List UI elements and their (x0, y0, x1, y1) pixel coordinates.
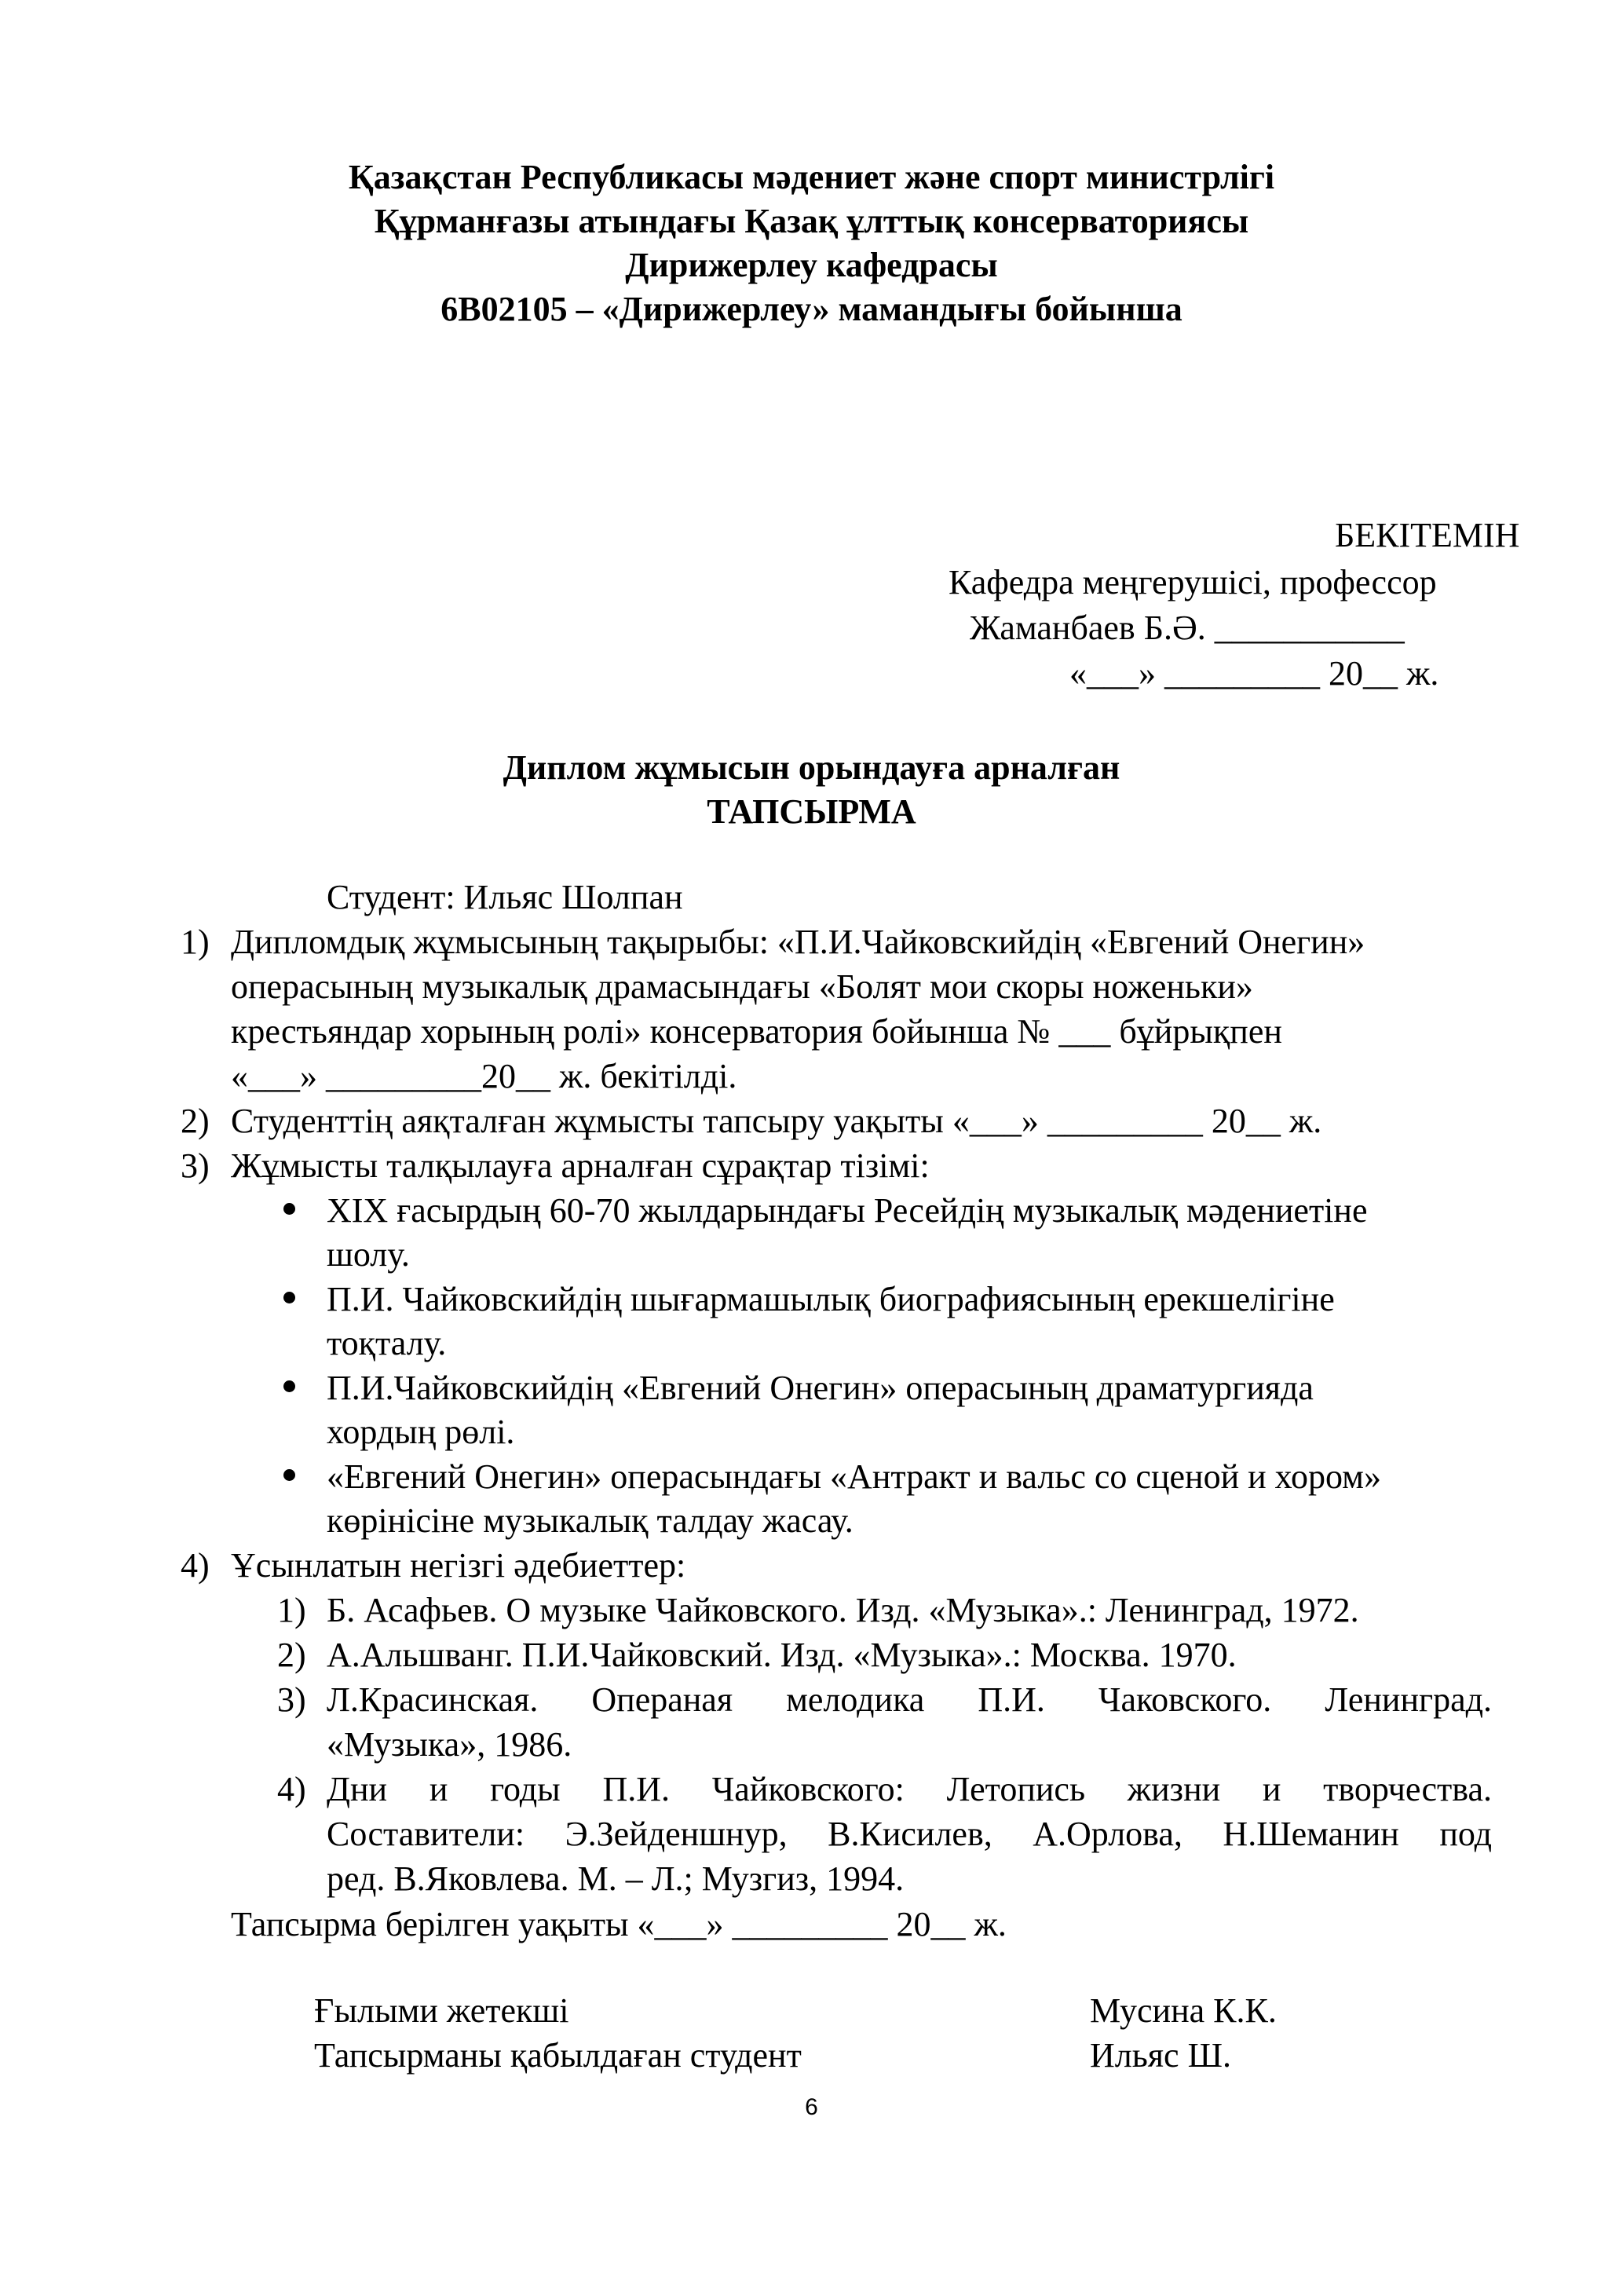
doc-title-line2: ТАПСЫРМА (707, 792, 916, 831)
question-line: шолу. (327, 1235, 410, 1274)
literature-line: Составители: Э.Зейденшнур, В.Кисилев, А.Орлова, Н.Шеманин под (327, 1815, 1492, 1853)
approval-position: Кафедра меңгерушісі, профессор (949, 563, 1437, 601)
item-line: Жұмысты талқылауға арналған сұрақтар тізімі: (231, 1146, 930, 1185)
supervisor-name: Мусина К.К. (1090, 1991, 1277, 2030)
item-line: Дипломдық жұмысының тақырыбы: «П.И.Чайковскийдің «Евгений Онегин» (231, 923, 1365, 961)
bullet-icon (283, 1469, 295, 1481)
item-number: 1) (181, 923, 210, 961)
specialty-line: 6В02105 – «Дирижерлеу» мамандығы бойынша (440, 290, 1183, 328)
literature-number: 3) (277, 1680, 306, 1719)
item-line: Ұсынлатын негізгі әдебиеттер: (231, 1546, 686, 1585)
question-line: П.И. Чайковскийдің шығармашылық биографиясының ерекшелігіне (327, 1280, 1335, 1318)
item-line: «___» _________20__ ж. бекітілді. (231, 1057, 737, 1095)
conservatory-line: Құрманғазы атындағы Қазақ ұлттық консерваториясы (374, 202, 1249, 240)
page-number: 6 (805, 2094, 818, 2120)
question-line: «Евгений Онегин» операсындағы «Антракт и вальс со сценой и хором» (327, 1457, 1382, 1496)
ministry-line: Қазақстан Республикасы мәдениет және спорт министрлігі (348, 158, 1275, 196)
item-number: 3) (181, 1146, 210, 1185)
item-number: 2) (181, 1102, 210, 1140)
literature-line: ред. В.Яковлева. М. – Л.; Музгиз, 1994. (327, 1859, 905, 1898)
literature-line: А.Альшванг. П.И.Чайковский. Изд. «Музыка».: Москва. 1970. (327, 1636, 1237, 1674)
literature-line: Л.Красинская. Операная мелодика П.И. Чаковского. Ленинград. (327, 1680, 1492, 1719)
question-line: хордың рөлі. (327, 1413, 515, 1451)
approval-name: Жаманбаев Б.Ә. ___________ (970, 609, 1405, 647)
item-number: 4) (181, 1546, 210, 1585)
question-line: тоқталу. (327, 1324, 447, 1362)
item-line: крестьяндар хорының ролі» консерватория бойынша № ___ бұйрықпен (231, 1012, 1282, 1051)
literature-line: Б. Асафьев. О музыке Чайковского. Изд. «Музыка».: Ленинград, 1972. (327, 1591, 1359, 1629)
bullet-icon (283, 1380, 295, 1392)
question-line: XIX ғасырдың 60-70 жылдарындағы Ресейдің музыкалық мәдениетіне (327, 1191, 1368, 1230)
bullet-icon (283, 1292, 295, 1303)
bullet-icon (283, 1203, 295, 1215)
literature-number: 4) (277, 1770, 306, 1808)
issue-date-line: Тапсырма берілген уақыты «___» _________ 20__ ж. (231, 1905, 1007, 1943)
approval-title: БЕКІТЕМІН (1335, 516, 1520, 554)
item-line: операсының музыкалық драмасындағы «Болят мои скоры ноженьки» (231, 967, 1253, 1006)
literature-number: 2) (277, 1636, 306, 1674)
approval-date: «___» _________ 20__ ж. (1069, 654, 1439, 693)
student-role: Тапсырманы қабылдаған студент (314, 2036, 802, 2075)
literature-line: «Музыка», 1986. (327, 1725, 572, 1764)
literature-number: 1) (277, 1591, 306, 1629)
literature-line: Дни и годы П.И. Чайковского: Летопись жизни и творчества. (327, 1770, 1492, 1808)
student-name: Ильяс Ш. (1090, 2036, 1231, 2075)
doc-title-line1: Диплом жұмысын орындауға арналған (503, 748, 1120, 787)
supervisor-role: Ғылыми жетекші (314, 1991, 569, 2030)
question-line: көрінісіне музыкалық талдау жасау. (327, 1501, 854, 1540)
question-line: П.И.Чайковскийдің «Евгений Онегин» операсының драматургияда (327, 1369, 1314, 1407)
student-line: Студент: Ильяс Шолпан (327, 878, 683, 916)
department-line: Дирижерлеу кафедрасы (625, 246, 998, 284)
item-line: Студенттің аяқталған жұмысты тапсыру уақыты «___» _________ 20__ ж. (231, 1102, 1322, 1140)
